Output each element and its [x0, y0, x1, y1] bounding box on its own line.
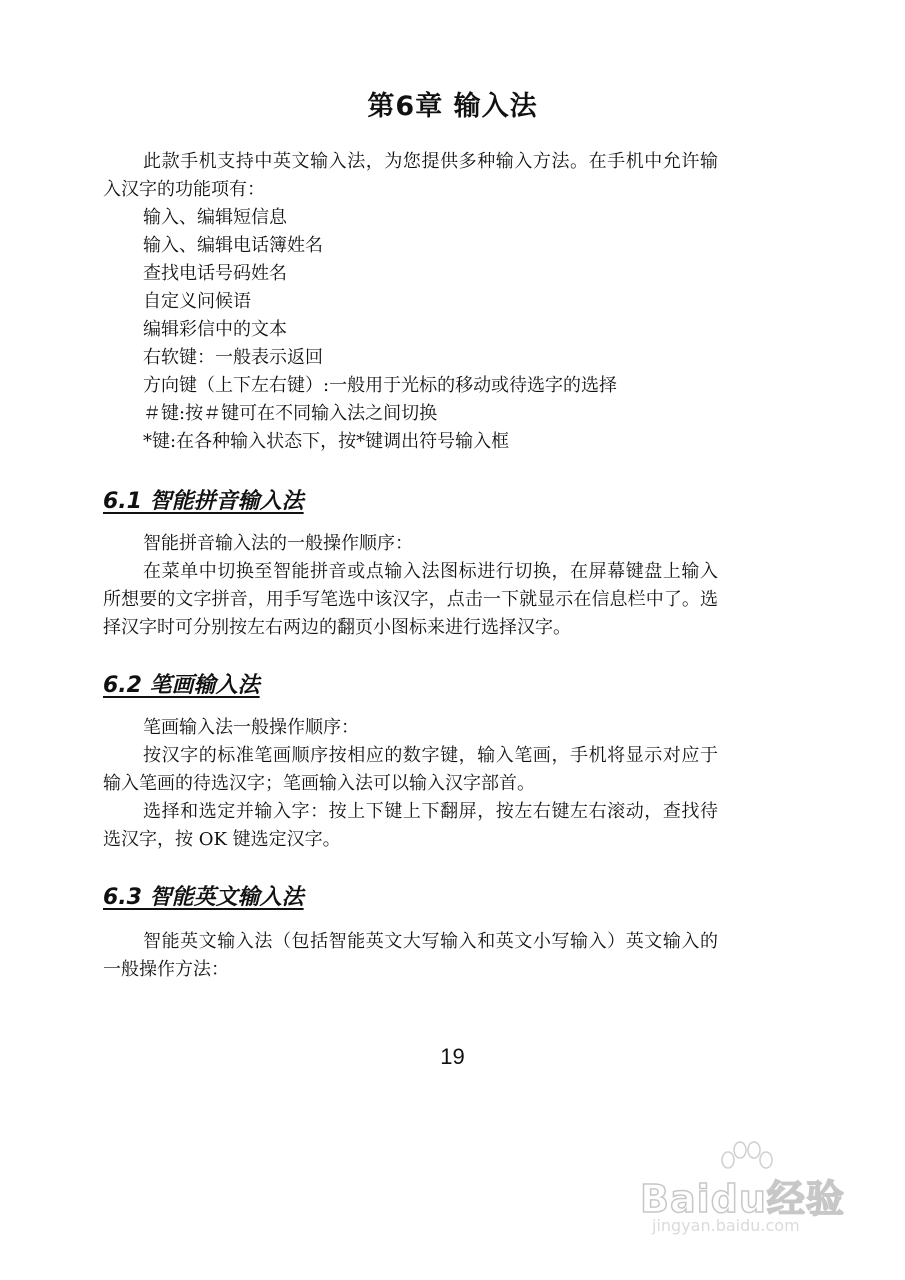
list-item: 输入、编辑电话簿姓名	[143, 235, 323, 256]
section-6-1-body	[103, 530, 718, 642]
list-item: ＃键:按＃键可在不同输入法之间切换	[143, 403, 438, 424]
list-item: 自定义问候语	[143, 291, 251, 312]
section-paragraph: 选择和选定并输入字：按上下键上下翻屏，按左右键左右滚动，查找待选汉字，按 OK 键选定汉字。	[103, 801, 718, 850]
section-6-3-body	[103, 928, 718, 984]
list-item: 查找电话号码姓名	[143, 263, 287, 284]
section-heading-6-1: 6.1 智能拼音输入法	[103, 489, 304, 514]
section-heading-6-2: 6.2 笔画输入法	[103, 673, 260, 698]
watermark-brand: Baidu经验	[640, 1177, 845, 1221]
section-6-2-body	[103, 714, 718, 854]
section-paragraph: 笔画输入法一般操作顺序：	[143, 717, 359, 738]
intro-block	[103, 148, 718, 456]
baidu-watermark	[640, 1140, 890, 1250]
section-paragraph: 在菜单中切换至智能拼音或点输入法图标进行切换，在屏幕键盘上输入所想要的文字拼音，用手写笔选中该汉字，点击一下就显示在信息栏中了。选择汉字时可分别按左右两边的翻页小图标来进行选择汉字。	[103, 561, 718, 638]
section-heading-6-3: 6.3 智能英文输入法	[103, 885, 304, 910]
watermark-url: jingyan.baidu.com	[652, 1216, 800, 1235]
page-number: 19	[440, 1044, 465, 1069]
list-item: 右软键：一般表示返回	[143, 347, 323, 368]
section-paragraph: 按汉字的标准笔画顺序按相应的数字键，输入笔画，手机将显示对应于输入笔画的待选汉字；笔画输入法可以输入汉字部首。	[103, 745, 718, 794]
intro-paragraph: 此款手机支持中英文输入法，为您提供多种输入方法。在手机中允许输入汉字的功能项有：	[103, 151, 718, 200]
list-item: 输入、编辑短信息	[143, 207, 287, 228]
chapter-title: 第6章 输入法	[367, 91, 538, 122]
section-paragraph: 智能英文输入法（包括智能英文大写输入和英文小写输入）英文输入的一般操作方法：	[103, 931, 718, 980]
list-item: *键:在各种输入状态下，按*键调出符号输入框	[143, 431, 510, 452]
list-item: 编辑彩信中的文本	[143, 319, 287, 340]
section-paragraph: 智能拼音输入法的一般操作顺序：	[143, 533, 413, 554]
list-item: 方向键（上下左右键）:一般用于光标的移动或待选字的选择	[143, 375, 618, 396]
